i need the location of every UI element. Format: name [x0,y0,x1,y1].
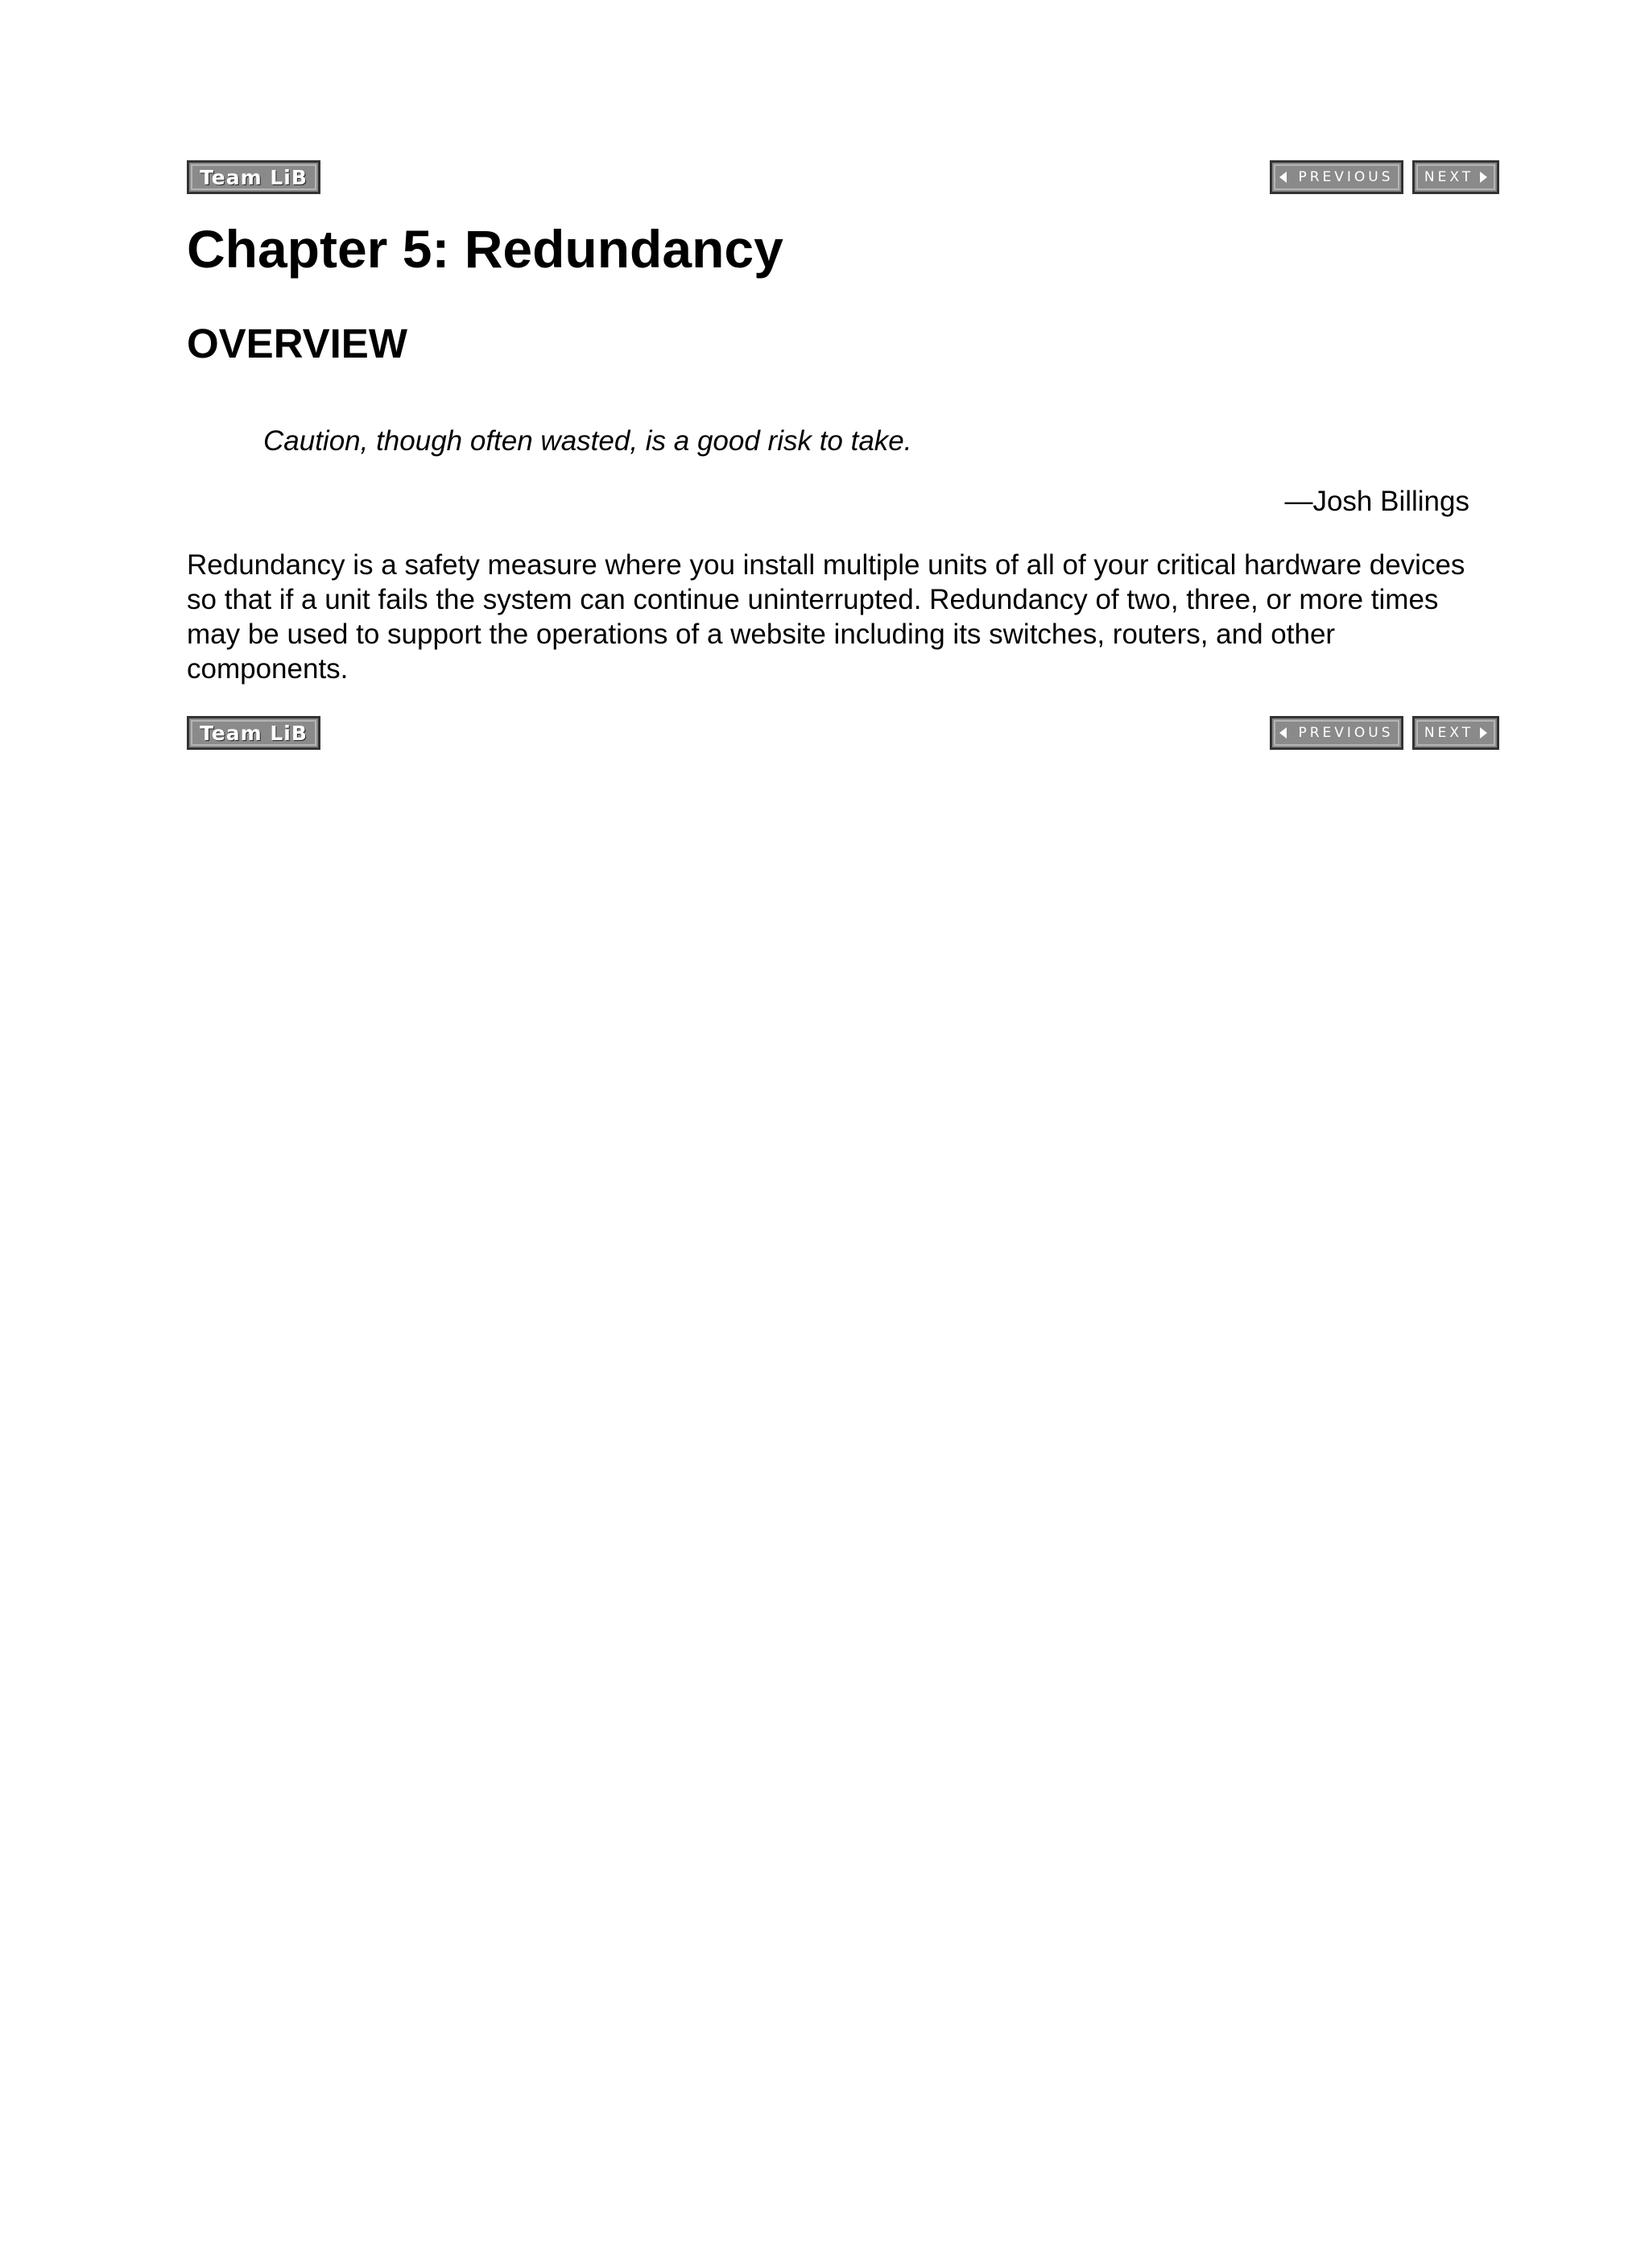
arrow-right-icon [1480,727,1487,739]
arrow-left-icon [1279,727,1287,739]
previous-label: PREVIOUS [1298,169,1394,185]
team-lib-logo[interactable] [187,160,320,194]
team-lib-label: Team LiB [200,721,308,745]
arrow-left-icon [1279,172,1287,183]
previous-button[interactable] [1270,160,1403,194]
top-navbar [187,160,1499,194]
team-lib-label: Team LiB [200,165,308,189]
bottom-navbar [187,716,1499,750]
previous-label: PREVIOUS [1298,725,1394,741]
team-lib-logo[interactable] [187,716,320,750]
epigraph-attribution: —Josh Billings [1284,486,1469,517]
arrow-right-icon [1480,172,1487,183]
previous-button[interactable] [1270,716,1403,750]
next-button[interactable] [1412,160,1499,194]
epigraph-quote: Caution, though often wasted, is a good risk to take. [263,425,912,457]
section-title: OVERVIEW [187,321,407,366]
next-label: NEXT [1424,725,1474,741]
chapter-title: Chapter 5: Redundancy [187,219,783,279]
next-button[interactable] [1412,716,1499,750]
body-paragraph: Redundancy is a safety measure where you install multiple units of all of your critical hardware devices so that if a unit fails the system can continue uninterrupted. Redundancy of two, three, or more times may be used to support the operations of a website including its switches, routers, and other components. [187,549,1465,685]
next-label: NEXT [1424,169,1474,185]
